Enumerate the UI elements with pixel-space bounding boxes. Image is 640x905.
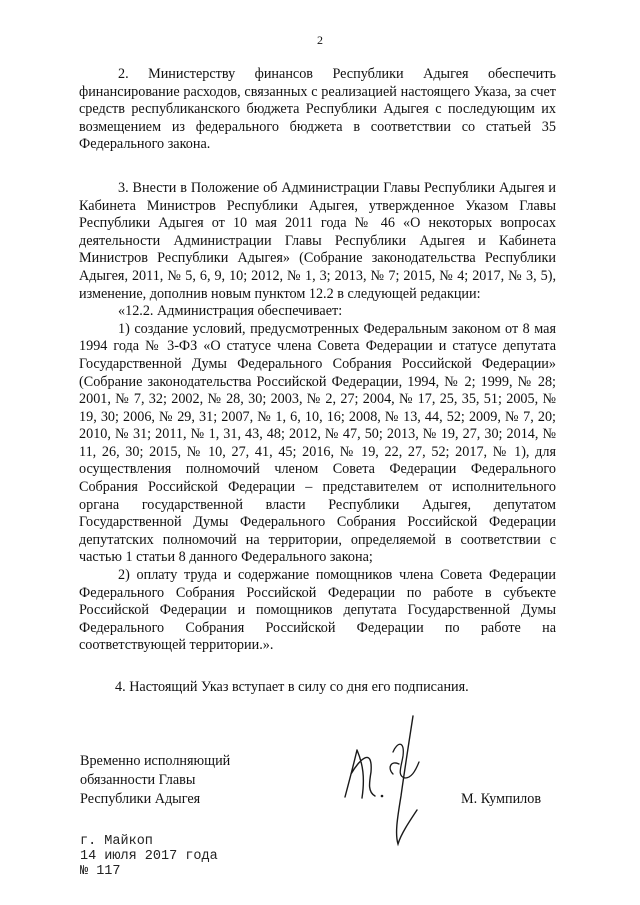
decree-body [79, 66, 556, 697]
signer-title-line: Республики Адыгея [80, 791, 201, 807]
paragraph-3-item-1: 1) создание условий, предусмотренных Федеральным законом от 8 мая 1994 года № 3-ФЗ «О статусе члена Совета Федерации и статусе депутата Государственной Думы Федерального Собрания Российской Федерации» (Собрание законодательства Российской Федерации, 1994, № 2; 1999, № 28; 2001, № 7, 32; 2002, № 28, 30; 2003, № 2, 27; 2004, № 17, 25, 35, 51; 2005, № 19, 30; 2006, № 29, 31; 2007, № 1, 6, 10, 16; 2008, № 13, 44, 52; 2009, № 7, 20; 2010, № 31; 2011, № 1, 31, 43, 48; 2012, № 47, 50; 2013, № 19, 27, 30; 2014, № 11, 26, 30; 2015, № 10, 27, 41, 45; 2016, № 19, 22, 27, 52; 2017, № 1), для осуществления полномочий членом Совета Федерации Федерального Собрания Российской Федерации – представителем от исполнительного органа государственной власти Республики Адыгея, депутатом Государственной Думы Федерального Собрания Российской Федерации депутатских полномочий на территории, определяемой в соответствии с частью 1 статьи 8 данного Федерального закона; [79, 320, 556, 566]
paragraph-3-clause-12-2: «12.2. Администрация обеспечивает: [118, 303, 343, 320]
signer-name: М. Кумпилов [461, 791, 542, 807]
page-number: 2 [317, 33, 323, 47]
issue-details [80, 834, 280, 879]
paragraph-3: 3. Внести в Положение об Администрации Главы Республики Адыгея и Кабинета Министров Республики Адыгея, утвержденное Указом Главы Республики Адыгея от 10 мая 2011 года № 46 «О некоторых вопросах деятельности Администрации Главы Республики Адыгея и Кабинета Министров Республики Адыгея» (Собрание законодательства Республики Адыгея, 2011, № 5, 6, 9, 10; 2012, № 1, 3; 2013, № 7; 2015, № 4; 2017, № 3, 5), изменение, дополнив новым пунктом 12.2 в следующей редакции: [79, 179, 556, 302]
issue-date: 14 июля 2017 года [80, 849, 218, 864]
handwritten-signature [335, 712, 445, 852]
signer-title-line: обязанности Главы [80, 772, 196, 788]
paragraph-2: 2. Министерству финансов Республики Адыгея обеспечить финансирование расходов, связанных с реализацией настоящего Указа, за счет средств республиканского бюджета Республики Адыгея с последующим их возмещением из федерального бюджета в соответствии со статьей 35 Федерального закона. [79, 66, 556, 153]
paragraph-4: 4. Настоящий Указ вступает в силу со дня его подписания. [115, 679, 469, 695]
issue-number: № 117 [80, 864, 121, 879]
signer-title [80, 752, 330, 809]
signer-title-line: Временно исполняющий [80, 753, 231, 769]
paragraph-3-item-2: 2) оплату труда и содержание помощников члена Совета Федерации Федерального Собрания Российской Федерации по работе в субъекте Российской Федерации и помощников депутата Государственной Думы Федерального Собрания Российской Федерации по работе на соответствующей территории.». [79, 567, 556, 654]
issue-city: г. Майкоп [80, 834, 153, 849]
